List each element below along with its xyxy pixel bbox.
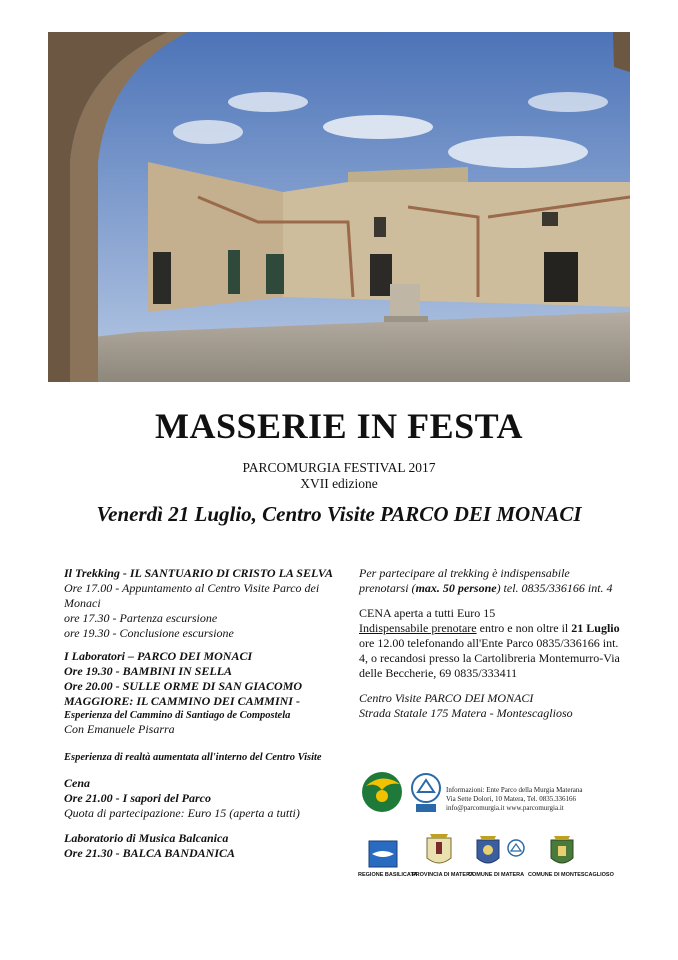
regione-basilicata-logo-icon — [368, 840, 398, 868]
info-line: Via Sette Dolori, 10 Matera, Tel. 0835.336166 — [446, 795, 576, 803]
laboratori-section — [64, 649, 346, 737]
ar-note: Esperienza di realtà aumentata all'interno del Centro Visite — [64, 752, 322, 763]
festival-info — [0, 460, 678, 492]
laboratori-item: Ore 19.30 - BAMBINI IN SELLA — [64, 664, 233, 678]
provincia-matera-logo-icon — [424, 832, 454, 868]
dinner-price: CENA aperta a tutti Euro 15 — [359, 606, 496, 620]
booking-deadline-text: entro e non oltre il — [476, 621, 569, 635]
trekking-section — [64, 566, 346, 641]
program-column — [64, 566, 346, 869]
laboratori-heading: I Laboratori – PARCO DEI MONACI — [64, 649, 253, 663]
venue-address: Strada Statale 175 Matera - Montescaglioso — [359, 706, 573, 720]
event-title: MASSERIE IN FESTA — [155, 406, 523, 446]
contact-info — [446, 786, 616, 813]
trekking-item: ore 19.30 - Conclusione escursione — [64, 626, 234, 640]
laboratori-guide: Con Emanuele Pisarra — [64, 722, 175, 736]
comune-montescaglioso-label: COMUNE DI MONTESCAGLIOSO — [528, 872, 614, 878]
music-heading: Laboratorio di Musica Balcanica — [64, 831, 229, 845]
comune-matera-label: COMUNE DI MATERA — [468, 872, 525, 878]
info-line: info@parcomurgia.it www.parcomurgia.it — [446, 804, 564, 812]
venue-name: Centro Visite PARCO DEI MONACI — [359, 691, 534, 705]
comune-matera-logo-icon — [474, 834, 502, 868]
trekking-booking-note — [359, 566, 621, 596]
info-column — [359, 566, 621, 721]
music-section — [64, 831, 346, 861]
trekking-heading: Il Trekking - IL SANTUARIO DI CRISTO LA SELVA — [64, 566, 333, 580]
festival-name: PARCOMURGIA FESTIVAL 2017 — [242, 460, 436, 475]
booking-note-text: Per partecipare al trekking è indispensabile prenotarsi ( — [359, 566, 570, 595]
laboratori-item: Ore 20.00 - SULLE ORME DI SAN GIACOMO MAGGIORE: IL CAMMINO DEI CAMMINI - — [64, 679, 303, 708]
dinner-item: Ore 21.00 - I sapori del Parco — [64, 791, 211, 805]
comune-montescaglioso-logo-icon — [548, 834, 576, 868]
parcomurgia-logo-icon — [360, 768, 446, 816]
dinner-section — [64, 776, 346, 821]
trekking-item: ore 17.30 - Partenza escursione — [64, 611, 218, 625]
booking-required: Indispensabile prenotare — [359, 621, 477, 635]
info-line: Informazioni: Ente Parco della Murgia Materana — [446, 786, 583, 794]
venue-block — [359, 691, 621, 721]
event-dateline: Venerdì 21 Luglio, Centro Visite PARCO DEI MONACI — [96, 502, 582, 526]
courtyard-photo — [48, 32, 630, 382]
booking-details: ore 12.00 telefonando all'Ente Parco 0835/336166 int. 4, o recandosi presso la Cartolibreria Montemurro-Via delle Beccherie, 69 0835/333411 — [359, 636, 620, 680]
booking-phone: ) tel. 0835/336166 int. 4 — [496, 581, 613, 595]
music-item: Ore 21.30 - BALCA BANDANICA — [64, 846, 236, 860]
provincia-label: PROVINCIA DI MATERA — [412, 872, 475, 878]
trekking-item: Ore 17.00 - Appuntamento al Centro Visite Parco dei Monaci — [64, 581, 320, 610]
laboratori-subtitle: Esperienza del Cammino di Santiago de Compostela — [64, 710, 291, 721]
dinner-booking — [359, 606, 621, 681]
unesco-icon — [506, 838, 526, 862]
dinner-fee: Quota di partecipazione: Euro 15 (aperta a tutti) — [64, 806, 300, 820]
booking-limit: max. 50 persone — [415, 581, 497, 595]
booking-date: 21 Luglio — [571, 621, 620, 635]
regione-label: REGIONE BASILICATA — [358, 872, 418, 878]
dinner-heading: Cena — [64, 776, 91, 790]
partner-logos — [358, 832, 620, 882]
festival-edition: XVII edizione — [300, 476, 378, 491]
